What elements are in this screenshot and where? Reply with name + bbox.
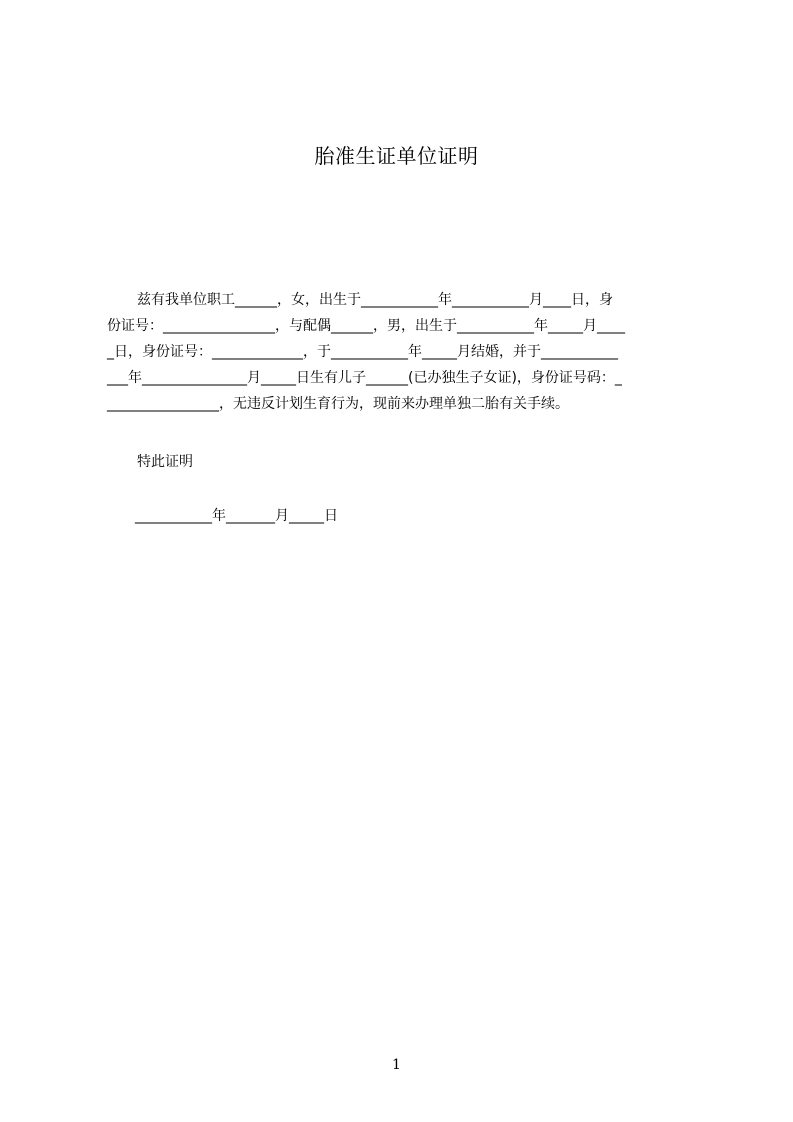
certificate-body [107, 287, 699, 417]
document-title: 胎准生证单位证明 [314, 144, 479, 168]
body-line-2: 份证号：________________，与配偶______，男，出生于___________年_____月____ [107, 318, 625, 334]
date-line: ___________年_______月_____日 [135, 508, 338, 524]
body-line-3: _日，身份证号：_____________，于___________年_____月结婚，并于___________ [107, 344, 618, 360]
body-line-5: ________________，无违反计划生育行为，现前来办理单独二胎有关手续。 [107, 396, 569, 412]
page-number: 1 [392, 1057, 401, 1073]
body-line-1: 兹有我单位职工______，女，出生于___________年___________月____日，身 [137, 292, 613, 308]
closing-text: 特此证明 [137, 454, 193, 470]
body-line-4: ___年_______________月_____日生有儿子______(已办独生子女证)，身份证号码：_ [107, 370, 622, 386]
